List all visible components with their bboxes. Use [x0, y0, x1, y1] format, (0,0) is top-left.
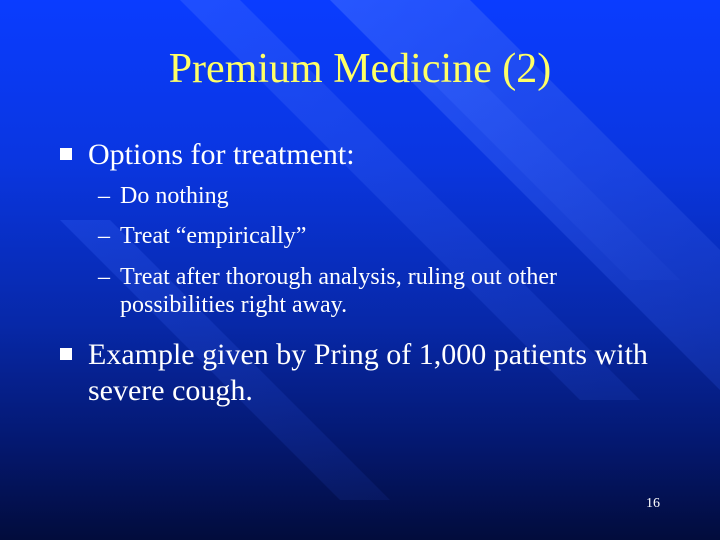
- dash-bullet-icon: –: [98, 264, 110, 290]
- square-bullet-icon: [60, 348, 72, 360]
- dash-bullet-icon: –: [98, 223, 110, 249]
- bullet-text: Example given by Pring of 1,000 patients with severe cough.: [88, 338, 648, 407]
- sub-item-text: Treat after thorough analysis, ruling out other possibilities right away.: [120, 264, 558, 318]
- slide-title: Premium Medicine (2): [168, 46, 552, 92]
- sub-item-text: Do nothing: [120, 183, 229, 209]
- square-bullet-icon: [60, 148, 72, 160]
- dash-bullet-icon: –: [98, 183, 110, 209]
- page-number: 16: [646, 496, 660, 511]
- bullet-text: Options for treatment:: [88, 138, 355, 171]
- sub-item-text: Treat “empirically”: [120, 223, 307, 249]
